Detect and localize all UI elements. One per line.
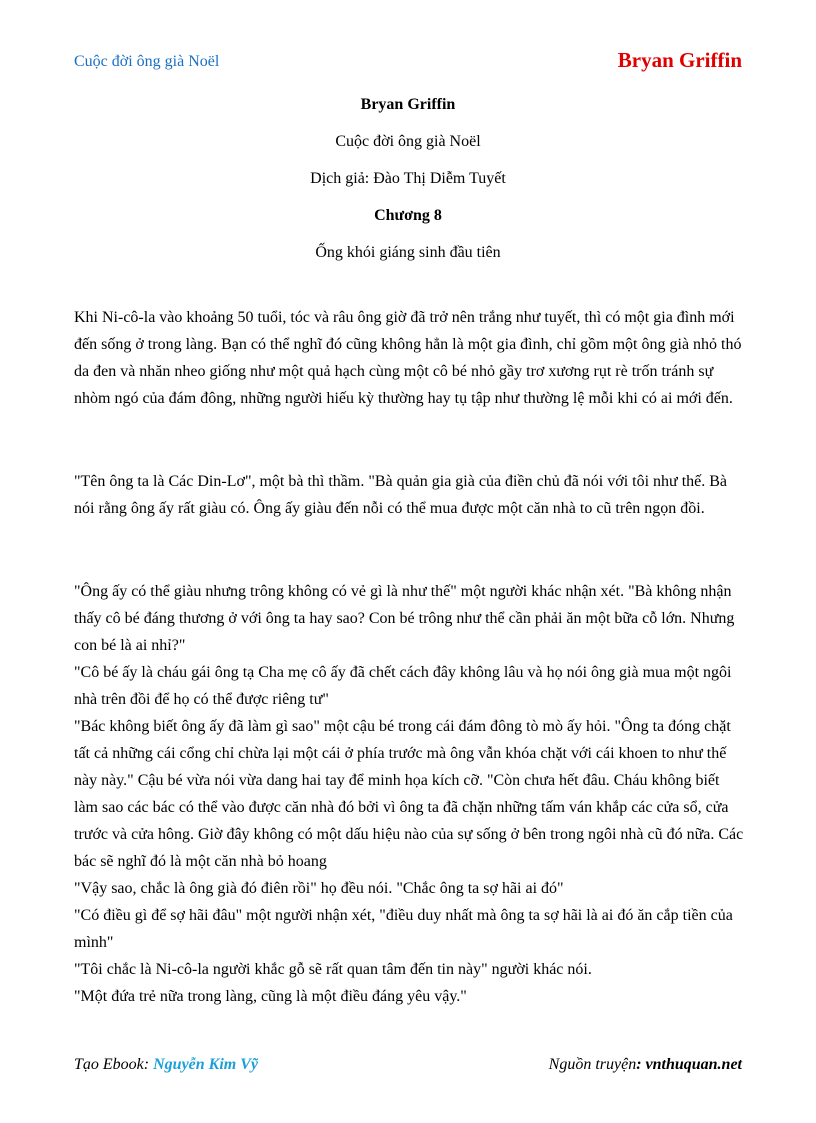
page-header xyxy=(74,48,742,78)
paragraph: "Tên ông ta là Các Din-Lơ", một bà thì thầm. "Bà quản gia già của điền chủ đã nói với tôi như thế. Bà nói rằng ông ấy rất giàu có. Ông ấy giàu đến nỗi có thể mua được một căn nhà to cũ trên ngọn đồi. xyxy=(74,473,728,517)
paragraph: "Bác không biết ông ấy đã làm gì sao" một cậu bé trong cái đám đông tò mò ấy hỏi. "Ông ta đóng chặt tất cả những cái cổng chỉ chừa lại một cái ở phía trước mà ông vẫn khóa chặt với cái khoen to như thế này này." Cậu bé vừa nói vừa dang hai tay để minh họa kích cỡ. "Còn chưa hết đâu. Cháu không biết làm sao các bác có thể vào được căn nhà đó bởi vì ông ta đã chặn những tấm ván khắp các cửa sổ, cửa trước và cửa hông. Giờ đây không có một dấu hiệu nào của sự sống ở bên trong ngôi nhà cũ đó nữa. Các bác sẽ nghĩ đó là một căn nhà bỏ hoang xyxy=(74,718,744,870)
footer-ebook-creator: Nguyễn Kim Vỹ xyxy=(153,1056,258,1073)
chapter-title: Ống khói giáng sinh đầu tiên xyxy=(315,244,501,261)
page-footer xyxy=(74,1056,742,1078)
dialogue-block xyxy=(74,578,744,1010)
book-title: Cuộc đời ông già Noël xyxy=(335,133,481,150)
paragraph-1-block xyxy=(74,304,744,412)
footer-source-site: vnthuquan.net xyxy=(645,1056,742,1073)
paragraph: "Tôi chắc là Ni-cô-la người khắc gỗ sẽ rất quan tâm đến tin này" người khác nói. xyxy=(74,961,592,978)
header-book-title: Cuộc đời ông già Noël xyxy=(74,53,220,70)
paragraph-2-block xyxy=(74,468,744,522)
paragraph: Khi Ni-cô-la vào khoảng 50 tuổi, tóc và râu ông giờ đã trở nên trắng như tuyết, thì có một gia đình mới đến sống ở trong làng. Bạn có thể nghĩ đó cũng không hẳn là một gia đình, chỉ gồm một ông già nhỏ thó da đen và nhăn nheo giống như một quả hạch cùng một cô bé nhỏ gầy trơ xương rụt rè trốn tránh sự nhòm ngó của đám đông, những người hiếu kỳ thường hay tụ tập như thường lệ mỗi khi có ai mới đến. xyxy=(74,309,742,407)
paragraph: "Ông ấy có thể giàu nhưng trông không có vẻ gì là như thế" một người khác nhận xét. "Bà không nhận thấy cô bé đáng thương ở với ông ta hay sao? Con bé trông như thể cần phải ăn một bữa cỗ lớn. Nhưng con bé là ai nhỉ?" xyxy=(74,583,735,654)
paragraph: "Một đứa trẻ nữa trong làng, cũng là một điều đáng yêu vậy." xyxy=(74,988,467,1005)
footer-ebook-label: Tạo Ebook xyxy=(74,1056,144,1073)
chapter-number: Chương 8 xyxy=(374,207,442,224)
footer-source-sep: : xyxy=(636,1056,646,1073)
footer-ebook-credit xyxy=(74,1056,258,1074)
paragraph: "Có điều gì để sợ hãi đâu" một người nhận xét, "điều duy nhất mà ông ta sợ hãi là ai đó ăn cắp tiền của mình" xyxy=(74,907,733,951)
footer-source-label: Nguồn truyện xyxy=(548,1056,637,1073)
paragraph: "Cô bé ấy là cháu gái ông tạ Cha mẹ cô ấy đã chết cách đây không lâu và họ nói ông già mua một ngôi nhà trên đồi để họ có thể được riêng tư" xyxy=(74,664,732,708)
footer-ebook-sep: : xyxy=(143,1056,154,1073)
paragraph: "Vậy sao, chắc là ông già đó điên rồi" họ đều nói. "Chắc ông ta sợ hãi ai đó" xyxy=(74,880,564,897)
translator-line: Dịch giả: Đào Thị Diễm Tuyết xyxy=(310,170,506,187)
footer-source-credit xyxy=(549,1056,742,1074)
author-heading: Bryan Griffin xyxy=(360,96,456,113)
header-author: Bryan Griffin xyxy=(617,48,742,72)
